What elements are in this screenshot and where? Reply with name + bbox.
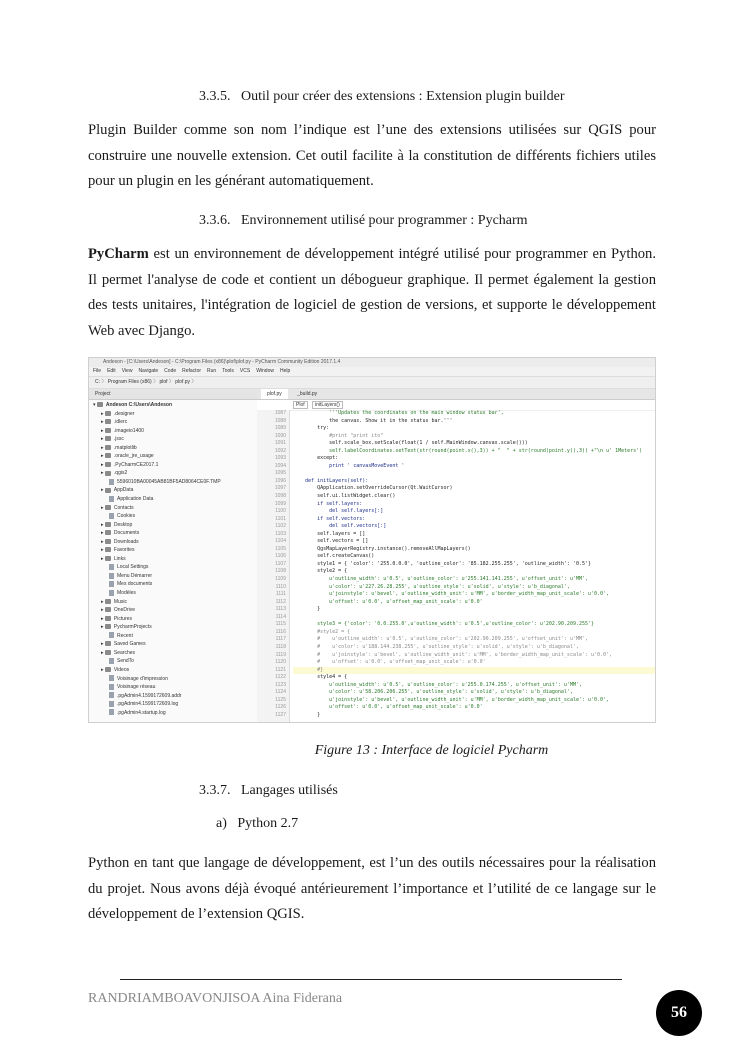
code-line (293, 470, 655, 478)
folder-icon (105, 624, 111, 629)
code-line: del self.layers[:] (293, 508, 384, 515)
tree-item: ▸ .imageio1400 (101, 427, 144, 434)
section-title: Environnement utilisé pour programmer : Pycharm (241, 213, 528, 228)
tree-item (89, 683, 257, 692)
line-number: 1110 (275, 583, 286, 590)
line-number: 1114 (275, 613, 286, 620)
tree-item (89, 700, 257, 709)
menu-item-file: File (93, 368, 102, 374)
line-number: 1105 (275, 545, 286, 552)
line-number: 1115 (275, 621, 286, 628)
code-line: # u'outline_width': u'0.5', u'outline_color': u'202.90.209.255', u'offset_unit': u'MM', (293, 636, 589, 643)
project-panel-header: Project (89, 389, 257, 400)
window-title: Andeson - [C:\Users\Andeson] - C:\Program Files (x86)\plof\plof.py - PyCharm Community Edition 2017.1.4 (89, 358, 655, 367)
code-line: #} (293, 667, 655, 675)
menu-item-refactor: Refactor (182, 368, 202, 374)
list-marker: a) (216, 816, 227, 831)
paragraph-plugin-builder: Plugin Builder comme son nom l’indique est l’une des extensions utilisées sur QGIS pour construire une nouvelle extension. Cet outil facilite à la constitution de différents fichiers utiles pour un plugin en les générant automatiquement. (88, 122, 656, 189)
code-line: u'outline_width': u'0.5', u'outline_color': u'255.141.141.255', u'offset_unit': u'MM', (293, 576, 589, 583)
tree-item-label: Cookies (117, 513, 136, 520)
file-icon (109, 513, 114, 519)
tree-item: ▸ .PyCharmCE2017.1 (101, 461, 159, 468)
tree-item-label: 5596010BA00045AB81BF5AD8064CE0F.TMP (117, 478, 221, 485)
tree-item: ▸ Videos (101, 666, 130, 673)
line-number: 1126 (275, 704, 286, 711)
class-crumb: Plof (293, 401, 308, 409)
tree-item: ▸ Desktop (101, 521, 133, 528)
folder-icon (105, 599, 111, 604)
tree-item-label: .imageio1400 (113, 427, 144, 434)
folder-icon (105, 556, 111, 561)
line-number: 1120 (275, 659, 286, 666)
tree-item: ▸ .matplotlib (101, 444, 137, 451)
tree-item: ▸ .designer (101, 410, 135, 417)
line-number: 1118 (275, 643, 286, 650)
code-line: self.ui.listWidget.clear() (293, 493, 396, 500)
tree-item-label: Mes documents (117, 581, 153, 588)
tree-item (89, 709, 257, 718)
code-line: self.scale_box.setScale(float(1 / self.MainWindow.canvas.scale())) (293, 440, 528, 447)
tree-item: ▸ OneDrive (101, 607, 136, 614)
code-line: self.layers = [] (293, 530, 366, 537)
tree-item-label: .pgAdmin4.1599172609.log (117, 701, 179, 708)
menu-item-help: Help (279, 368, 291, 374)
tree-item (89, 632, 257, 641)
code-line: style4 = { (293, 674, 348, 681)
code-line: if self.vectors: (293, 515, 366, 522)
tree-item-label: .pgAdmin4.1599172609.addr (117, 692, 182, 699)
line-number: 1127 (275, 711, 286, 718)
code-line: print ' canvasMoveEvent ' (293, 462, 405, 469)
line-number: 1093 (274, 455, 286, 462)
folder-icon (105, 419, 111, 424)
code-line: u'color': u'58.206.206.255', u'outline_style': u'solid', u'style': u'b_diagonal', (293, 689, 573, 696)
tree-item (89, 675, 257, 684)
tree-item-label: AppData (113, 487, 134, 494)
tree-item (89, 657, 257, 666)
tree-item-label: .designer (113, 410, 135, 417)
tree-item: ▸ Downloads (101, 538, 139, 545)
tree-item (89, 512, 257, 521)
menu-item-vcs: VCS (239, 368, 251, 374)
line-number: 1116 (275, 628, 286, 635)
line-number: 1103 (275, 530, 286, 537)
line-number: 1106 (275, 553, 286, 560)
folder-icon (105, 411, 111, 416)
tree-item-label: Application Data (117, 496, 154, 503)
line-number: 1104 (275, 538, 286, 545)
line-number: 1102 (275, 523, 286, 530)
code-line: # u'color': u'188.144.238.255', u'outline_style': u'solid', u'style': u'b_diagonal', (293, 643, 579, 650)
tree-item-label: .oracle_jre_usage (113, 453, 154, 460)
code-area (293, 410, 655, 722)
line-number: 1094 (274, 462, 286, 469)
file-icon (109, 496, 114, 502)
menu-item-navigate: Navigate (138, 368, 159, 374)
paragraph-pycharm (88, 242, 656, 344)
tree-item: ▸ .jssc (101, 436, 124, 443)
code-line: self.createCanvas() (293, 553, 375, 560)
menu-item-window: Window (256, 368, 274, 374)
code-line: del self.vectors[:] (293, 523, 387, 530)
line-number: 1092 (274, 447, 286, 454)
tree-item-label: PycharmProjects (113, 624, 152, 631)
code-line: } (293, 711, 321, 718)
tree-item: ▸ Links (101, 555, 126, 562)
folder-icon (105, 547, 111, 552)
file-icon (109, 692, 114, 698)
tree-item-label: Modèles (117, 590, 136, 597)
folder-icon (105, 616, 111, 621)
tree-item: ▸ Music (101, 598, 127, 605)
code-line: } (293, 606, 321, 613)
line-number: 1087 (274, 410, 286, 416)
section-title: Outil pour créer des extensions : Extension plugin builder (241, 89, 565, 104)
subheading-title: Python 2.7 (237, 816, 299, 831)
tree-item-label: Menu Démarrer (117, 572, 153, 579)
folder-icon (105, 607, 111, 612)
file-icon (109, 581, 114, 587)
tree-item-label: Contacts (113, 504, 134, 511)
line-number: 1119 (275, 651, 286, 658)
tree-item: ▸ Documents (101, 530, 140, 537)
line-number: 1108 (275, 568, 286, 575)
menu-item-tools: Tools (222, 368, 234, 374)
project-tree (89, 400, 257, 717)
tree-item-label: .PyCharmCE2017.1 (113, 461, 159, 468)
pycharm-screenshot (88, 357, 656, 723)
code-line (293, 614, 655, 622)
tree-item: ▸ PycharmProjects (101, 624, 152, 631)
tree-item: ▸ Favorites (101, 547, 135, 554)
path-breadcrumb: C: 〉 Program Files (x86) 〉 plof 〉 plof.py 〉 (89, 377, 655, 389)
tree-item-label: Searches (113, 649, 136, 656)
code-line: QgsMapLayerRegistry.instance().removeAllMapLayers() (293, 545, 471, 552)
folder-icon (105, 471, 111, 476)
file-icon (109, 709, 114, 715)
tree-item-label: Favorites (113, 547, 135, 554)
section-number: 3.3.6. (199, 213, 231, 228)
subheading-python (216, 816, 298, 832)
section-number: 3.3.5. (199, 89, 231, 104)
code-line: def initLayers(self): (293, 477, 369, 484)
tree-item-label: .matplotlib (113, 444, 137, 451)
folder-icon (97, 402, 103, 407)
menu-item-run: Run (207, 368, 217, 374)
file-icon (109, 684, 114, 690)
paragraph-python: Python en tant que langage de développement, est l’un des outils nécessaires pour la réalisation du projet. Nous avons déjà évoqué antérieurement l’importance et l’utilité de ce langage sur le développement de l’extension QGIS. (88, 855, 656, 922)
tree-item-label: Downloads (113, 538, 139, 545)
tree-item (89, 580, 257, 589)
line-number: 1095 (274, 470, 286, 477)
file-icon (109, 564, 114, 570)
code-line: # u'joinstyle': u'bevel', u'outline_width_unit': u'MM', u'border_width_map_unit_scale': u'0.0', (293, 651, 613, 658)
tab-build-py: _build.py (297, 391, 318, 397)
line-number: 1098 (274, 493, 286, 500)
line-number: 1089 (274, 425, 286, 432)
line-number: 1099 (274, 500, 286, 507)
line-number: 1101 (275, 515, 286, 522)
tree-item-label: Recent (117, 632, 133, 639)
code-line: try: (293, 425, 330, 432)
folder-icon (105, 505, 111, 510)
code-line: #style2 = { (293, 628, 351, 635)
line-number: 1088 (274, 417, 286, 424)
code-line: style1 = { 'color': '255.0.0.0', 'outline_color': '85.182.255.255', 'outline_width': '0.5'} (293, 560, 592, 567)
tree-item: ▸ Saved Games (101, 641, 146, 648)
folder-icon (105, 650, 111, 655)
tree-item-label: .qgis2 (113, 470, 128, 477)
code-line: style3 = {'color': '0.0.255.0',u'outline_width': u'0.5',u'outline_color': u'202.90.209.255'} (293, 621, 595, 628)
tree-item-label: Music (113, 598, 127, 605)
pycharm-bold: PyCharm (88, 246, 149, 262)
tree-item-label: Videos (113, 666, 130, 673)
tab-plof-py: plof.py (261, 389, 288, 399)
file-icon (109, 479, 114, 485)
code-line: u'joinstyle': u'bevel', u'outline_width_unit': u'MM', u'border_width_map_unit_scale': u'0.0', (293, 591, 610, 598)
code-line: u'color': u'227.26.28.255', u'outline_style': u'solid', u'style': u'b_diagonal', (293, 583, 570, 590)
line-number: 1125 (275, 696, 286, 703)
line-number: 1090 (274, 432, 286, 439)
file-icon (109, 658, 114, 664)
folder-icon (105, 445, 111, 450)
tree-item: ▸ .oracle_jre_usage (101, 453, 154, 460)
tree-item (89, 495, 257, 504)
tree-item: ▸ .idlerc (101, 419, 128, 426)
pycharm-text: est un environnement de développement intégré utilisé pour programmer en Python. Il permet l'analyse de code et contient un débogueur graphique. Il permet également la gestion des tests unitaires, l'intégration de logiciel de gestion de versions, et supporte le développement Web avec Django. (88, 246, 656, 339)
line-number: 1113 (275, 606, 286, 613)
file-icon (109, 573, 114, 579)
folder-icon (105, 462, 111, 467)
tree-item-label: .jssc (113, 436, 124, 443)
tree-item-label: Local Settings (117, 564, 149, 571)
tree-item: ▸ Searches (101, 649, 136, 656)
line-number: 1111 (275, 591, 286, 598)
project-panel (89, 389, 258, 722)
tree-item-label: Desktop (113, 521, 133, 528)
line-number: 1123 (275, 681, 286, 688)
tree-root: ▾ Andeson C:\Users\Andeson (93, 402, 173, 408)
tree-item-label: Pictures (113, 615, 132, 622)
line-number: 1122 (275, 674, 286, 681)
tree-item (89, 572, 257, 581)
method-crumb: initLayers() (312, 401, 343, 409)
folder-icon (105, 453, 111, 458)
code-line: QApplication.setOverrideCursor(Qt.WaitCursor) (293, 485, 453, 492)
page-number: 56 (656, 990, 702, 1036)
tree-item-label: .idlerc (113, 419, 128, 426)
code-line: the canvas. Show it in the status bar.''' (293, 417, 453, 424)
file-icon (109, 675, 114, 681)
folder-icon (105, 428, 111, 433)
line-number-gutter (257, 410, 290, 722)
tree-item-label: Links (113, 555, 126, 562)
code-line: u'outline_width': u'0.5', u'outline_color': u'255.0.174.255', u'offset_unit': u'MM', (293, 681, 582, 688)
tree-item (89, 589, 257, 598)
line-number: 1112 (275, 598, 286, 605)
tree-item-label: Saved Games (113, 641, 146, 648)
footer-rule (120, 979, 622, 980)
code-line: # u'offset': u'0.0', u'offset_map_unit_scale': u'0.0' (293, 659, 486, 666)
heading-3-3-6 (199, 213, 528, 229)
tree-item: ▸ Contacts (101, 504, 134, 511)
tree-item: ▸ AppData (101, 487, 134, 494)
tree-item (89, 692, 257, 701)
code-line: '''Updates the coordinates on the main window status bar', (293, 410, 504, 416)
menu-item-view: View (121, 368, 133, 374)
folder-icon (105, 522, 111, 527)
menu-bar (89, 367, 655, 377)
tree-item: ▸ .qgis2 (101, 470, 128, 477)
code-line: if self.layers: (293, 500, 363, 507)
tree-item: ▸ Pictures (101, 615, 132, 622)
line-number: 1109 (275, 576, 286, 583)
code-line: u'offset': u'0.0', u'offset_map_unit_scale': u'0.0' (293, 598, 483, 605)
folder-icon (105, 667, 111, 672)
section-title: Langages utilisés (241, 783, 338, 798)
folder-icon (105, 488, 111, 493)
folder-icon (105, 641, 111, 646)
tree-item-label: Voisinage réseau (117, 684, 156, 691)
folder-icon (105, 539, 111, 544)
line-number: 1107 (275, 560, 286, 567)
tree-item-label: Voisinage d'impression (117, 675, 168, 682)
code-line: u'joinstyle': u'bevel', u'outline_width_unit': u'MM', u'border_width_map_unit_scale': u'0.0', (293, 696, 610, 703)
tree-item (89, 478, 257, 487)
figure-caption: Figure 13 : Interface de logiciel Pycharm (314, 743, 549, 758)
tree-item-label: Documents (113, 530, 140, 537)
line-number: 1091 (274, 440, 286, 447)
menu-item-edit: Edit (107, 368, 116, 374)
line-number: 1100 (275, 508, 286, 515)
heading-3-3-5 (199, 89, 565, 105)
tree-item-label: .pgAdmin4.startup.log (117, 709, 166, 716)
tree-item-label: OneDrive (113, 607, 136, 614)
editor-tabs (257, 389, 655, 400)
folder-icon (105, 436, 111, 441)
tree-item (89, 563, 257, 572)
code-line: #print "print ito" (293, 432, 384, 439)
code-line: u'offset': u'0.0', u'offset_map_unit_scale': u'0.0' (293, 704, 483, 711)
code-line: self.labelCoordinates.setText(str(round(point.x(),3)) + " " + str(round(point.y(),3)) +"\n u' 1Meters') (293, 447, 643, 454)
line-number: 1124 (275, 689, 286, 696)
line-number: 1096 (274, 477, 286, 484)
section-number: 3.3.7. (199, 783, 231, 798)
line-number: 1117 (275, 636, 286, 643)
code-line: except: (293, 455, 339, 462)
tree-item-label: SendTo (117, 658, 134, 665)
file-icon (109, 632, 114, 638)
code-line: self.vectors = [] (293, 538, 369, 545)
file-icon (109, 701, 114, 707)
line-number: 1097 (274, 485, 286, 492)
code-editor (257, 389, 655, 722)
line-number: 1121 (275, 666, 286, 673)
folder-icon (105, 530, 111, 535)
heading-3-3-7 (199, 783, 338, 799)
file-icon (109, 590, 114, 596)
menu-item-code: Code (164, 368, 177, 374)
footer-author: RANDRIAMBOAVONJISOA Aina Fiderana (88, 991, 343, 1006)
code-line: style2 = { (293, 568, 348, 575)
